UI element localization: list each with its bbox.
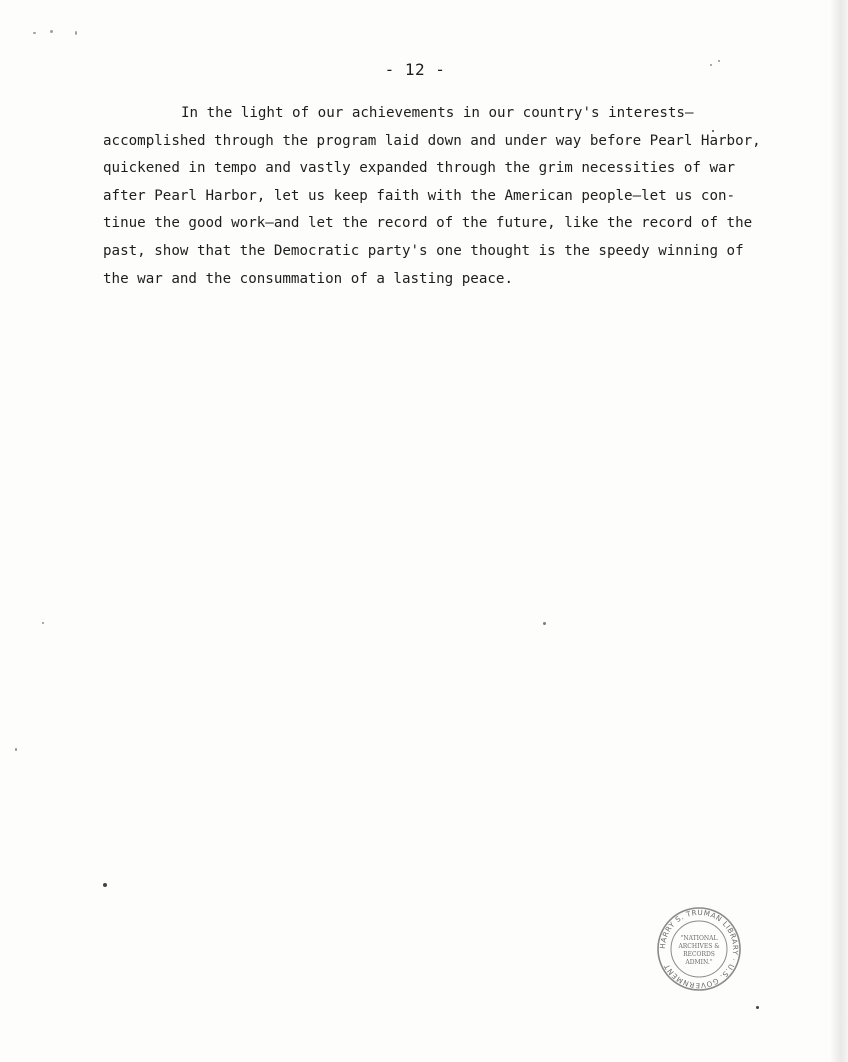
paragraph-line: past, show that the Democratic party's one thought is the speedy winning of — [103, 242, 744, 259]
scan-speck — [75, 31, 77, 35]
scan-speck — [42, 622, 44, 624]
scan-speck — [15, 748, 17, 751]
scan-speck — [718, 60, 720, 62]
archive-stamp-icon — [656, 906, 742, 992]
scan-speck — [543, 622, 546, 625]
stamp-line: "NATIONAL — [680, 935, 718, 942]
scan-speck — [103, 883, 107, 887]
body-paragraph — [103, 100, 763, 293]
scan-speck — [712, 130, 714, 132]
paragraph-line: after Pearl Harbor, let us keep faith with the American people—let us con- — [103, 187, 736, 204]
stamp-line: ADMIN." — [685, 959, 713, 966]
stamp-line: ARCHIVES & — [678, 943, 720, 950]
paragraph-line: In the light of our achievements in our country's interests— — [181, 105, 694, 121]
paragraph-line: accomplished through the program laid down and under way before Pearl Harbor, — [103, 132, 761, 149]
scan-speck — [756, 1006, 759, 1009]
scan-speck — [710, 64, 712, 66]
paragraph-line: tinue the good work—and let the record of the future, like the record of the — [103, 215, 753, 232]
stamp-ring-text: HARRY S. TRUMAN LIBRARY · U.S. GOVERNMENT — [657, 907, 741, 991]
stamp-line: RECORDS — [683, 951, 715, 958]
page-number: - 12 - — [384, 60, 446, 79]
scan-speck — [50, 30, 53, 33]
scan-edge-shadow — [830, 0, 848, 1062]
paragraph-line: the war and the consummation of a lasting peace. — [103, 270, 513, 287]
scan-speck — [33, 32, 36, 34]
paragraph-line: quickened in tempo and vastly expanded through the grim necessities of war — [103, 160, 736, 177]
